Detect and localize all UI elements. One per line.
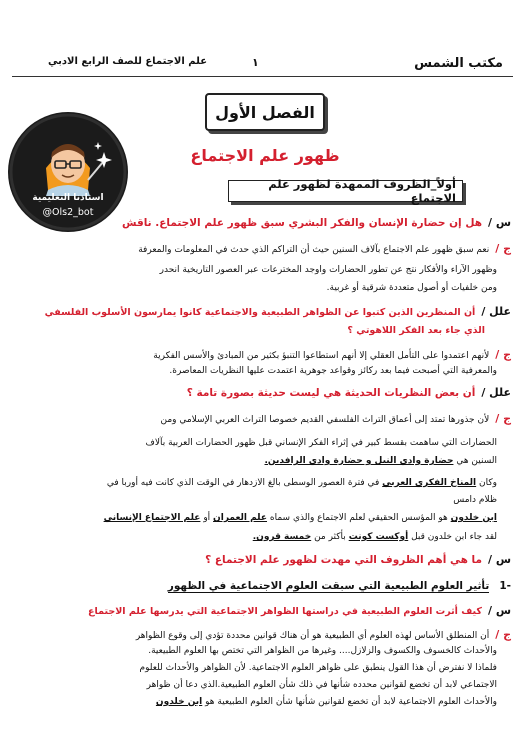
w1-text-1: أن المنظرين الذين كتبوا عن الظواهر الطبيعية والاجتماعية كانوا يمارسون الأسلوب الفلسفي — [44, 307, 476, 318]
q1-answer-text-1: نعم سبق ظهور علم الاجتماع بآلاف السنين حيث أن التراكم الذي حدث في المعلومات والمعرفة — [138, 245, 490, 255]
w1-line-2 — [20, 324, 485, 339]
chapter-title: الفصل الأول — [215, 102, 315, 122]
w2-answer-line-6 — [20, 512, 497, 526]
question-marker: س / — [487, 553, 511, 566]
header-subject: علم الاجتماع للصف الرابع الادبي — [48, 56, 208, 67]
w1-answer-line-2: والمعرفية التي أصبحت فيما بعد ركائز وقواعد جوهرية اعتمدت عليها النظريات المعاصرة. — [169, 366, 497, 376]
q1-line — [20, 216, 511, 232]
answer-marker: ج / — [495, 628, 511, 641]
auguste-comte: أوكست كونت — [348, 532, 409, 542]
q3-last-pre: والأحداث العلوم الاجتماعية لابد أن تخضع لقوانين شأنها شأن العلوم الطبيعية هو — [205, 697, 497, 707]
q2-text: ما هي أهم الظروف التي مهدت لظهور علم الاجتماع ؟ — [205, 554, 482, 566]
header-divider — [12, 76, 513, 77]
w1-line-1 — [20, 305, 511, 321]
q3-line — [20, 604, 511, 620]
w2-a3-pre: السنين هي — [456, 456, 497, 466]
logo-badge — [8, 112, 128, 232]
w1-answer-line-1 — [20, 348, 511, 364]
w2-answer-text-1: لأن جذورها تمتد إلى أعماق التراث الفلسفي القديم خصوصا التراث العربي الإسلامي ومن — [160, 415, 490, 425]
answer-marker: ج / — [495, 412, 511, 425]
w2-answer-line-5: ظلام دامس — [453, 495, 497, 505]
ibn-khaldun: ابن خلدون — [450, 513, 497, 523]
q3-answer-line-2: والأحداث كالخسوف والكسوف والزلازل.... وغيرها من الظواهر التي تختص بها العلوم الطبيعية. — [148, 646, 497, 656]
question-marker: س / — [487, 216, 511, 229]
section-title-box — [228, 177, 463, 205]
chapter-title-box — [205, 93, 325, 131]
answer-marker: ج / — [495, 242, 511, 255]
section-title: أولاً_الظروف الممهدة لظهور علم الاجتماع — [268, 177, 456, 205]
main-title: ظهور علم الاجتماع — [190, 146, 340, 165]
question-marker: س / — [487, 604, 511, 617]
q1-answer-line-2: وظهور الآراء والأفكار نتج عن تطور الحضارات واوجد المخترعات عبر العصور التاريخية انحدر — [159, 265, 497, 275]
q1-answer-line-1 — [20, 242, 511, 258]
w2-a6-mid: هو المؤسس الحقيقي لعلم الاجتماع والذي سماه — [269, 513, 448, 523]
w2-answer-line-3 — [20, 455, 497, 469]
w2-answer-line-1 — [20, 412, 511, 428]
w2-a6-or: أو — [203, 513, 211, 523]
subheading-1 — [20, 580, 511, 592]
logo-caption: استاذنا التعليمية — [32, 193, 104, 203]
q3-text: كيف أثرت العلوم الطبيعية في دراستها الظواهر الاجتماعية التي يدرسها علم الاجتماع — [88, 606, 482, 617]
header-page-number: ١ — [252, 56, 259, 69]
ilm-al-umran: علم العمران — [213, 513, 268, 523]
w2-answer-line-4 — [20, 477, 497, 491]
human-sociology: علم الاجتماع الإنساني — [103, 513, 201, 523]
w2-civilizations: حضارة وادي النيل و حضارة وادي الرافدين. — [264, 456, 454, 466]
w2-answer-line-2: الحضارات التي ساهمت بقسط كبير في إثراء الفكر الإنساني قبل ظهور الحضارات العربية بآلاف — [145, 438, 497, 448]
w1-answer-text-1: لأنهم اعتمدوا على التأمل العقلي إلا أنهم استطاعوا التنبؤ بكثير من المبادئ والأسس الفكرية — [153, 351, 490, 361]
w2-line — [20, 386, 511, 402]
q1-text: هل إن حضارة الإنسان والفكر البشري سبق ظهور علم الاجتماع. ناقش — [121, 217, 482, 229]
q3-answer-line-1 — [20, 628, 511, 644]
w2-a7-pre: لقد جاء ابن خلدون قبل — [411, 532, 497, 542]
logo-handle: @Ols2_bot — [42, 207, 94, 218]
w2-text: أن بعض النظريات الحديثة هي ليست حديثة بصورة تامة ؟ — [186, 387, 476, 399]
q3-answer-line-3: فلماذا لا نفترض أن هذا القول ينطبق على ظواهر العلوم الاجتماعية. لأن الظواهر والأحداث للعلوم — [139, 663, 497, 673]
q1-answer-line-3: ومن خلفيات أو أصول متعددة شرقية أو غربية. — [326, 283, 497, 293]
q3-answer-line-5 — [20, 696, 497, 710]
q2-line — [20, 553, 511, 569]
q3-answer-text-1: أن المنطلق الأساس لهذه العلوم أي الطبيعية هو أن هناك قوانين محددة تؤدي إلى وقوع الظواهر — [135, 631, 490, 641]
w2-answer-line-7 — [20, 531, 497, 545]
ibn-khaldun-2: ابن خلدون — [155, 697, 203, 707]
w2-arab-climate: المناخ الفكري العربي — [382, 478, 477, 488]
why-marker: علل / — [481, 386, 511, 399]
w1-text-2: الذي جاء بعد الفكر اللاهوتي ؟ — [347, 325, 485, 336]
q3-answer-line-4: الاجتماعي لابد أن تخضع لقوانين محدده شأنها في ذلك شأن العلوم الطبيعية.الذي دعا أن ظواهر — [146, 680, 497, 690]
w2-a4-pre: وكان — [479, 478, 497, 488]
w2-a4-post: في فترة العصور الوسطى بالغ الازدهار في الوقت الذي كانت فيه أوربا في — [106, 478, 380, 488]
w2-a7-mid: بأكثر من — [314, 532, 346, 542]
subheading-1-text: تأثير العلوم الطبيعية التي سبقت العلوم الاجتماعية في الظهور — [167, 580, 490, 592]
answer-marker: ج / — [495, 348, 511, 361]
subheading-1-num: -1 — [499, 580, 511, 592]
header-office: مكتب الشمس — [414, 56, 503, 71]
why-marker: علل / — [481, 305, 511, 318]
five-centuries: خمسة قرون. — [252, 532, 312, 542]
